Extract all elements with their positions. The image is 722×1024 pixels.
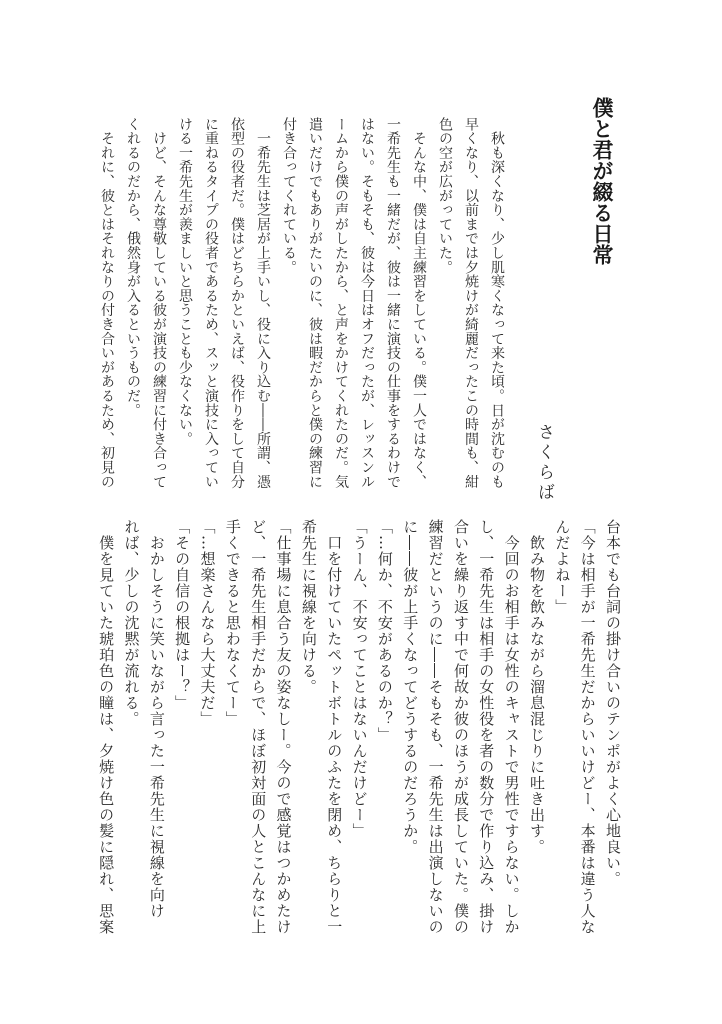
text-line: 僕を見ていた琥珀色の瞳は、夕焼け色の髪に隠れ、思案 [97, 519, 116, 935]
text-line: 色の空が広がっていた。 [437, 117, 453, 275]
text-line: に――彼が上手くなってどうするのだろうか。 [401, 519, 420, 855]
text-line: 「今は相手が一希先生だからいいけどー、本番は違う人な [578, 519, 597, 935]
text-line: 「仕事場に息合う友の姿なしー。今ので感覚はつかめたけ [274, 519, 293, 935]
text-line: 台本でも台詞の掛け合いのテンポがよく心地良い。 [604, 519, 622, 887]
text-line: 口を付けていたペットボトルのふたを閉め、ちらりと一 [325, 519, 344, 935]
text-line: し、一希先生は相手の女性役を者の数分で作り込み、掛け [477, 519, 496, 935]
text-line: 「…何か、不安があるのか？」 [375, 519, 394, 743]
text-line: 依型の役者だ。僕はどちらかといえば、役作りをして自分 [229, 117, 245, 489]
text-line: 手くできると思わなくてー」 [223, 519, 242, 727]
text-line: 「その自信の根拠はー？」 [173, 519, 192, 711]
text-line: くれるのだから、俄然身が入るというものだ。 [125, 117, 141, 418]
text-line: おかしそうに笑いながら言った一希先生に視線を向け [147, 519, 166, 919]
text-line: 一希先生は芝居が上手いし、役に入り込む――所謂、憑 [255, 117, 271, 489]
text-line: けど、そんな尊敬している彼が演技の練習に付き合って [151, 117, 167, 489]
text-line: 一希先生も一緒だが、彼は一緒に演技の仕事をするわけで [385, 117, 401, 489]
story-title: 僕と君が綴る日常 [590, 97, 615, 265]
text-line: 秋も深くなり、少し肌寒くなって来た頃。日が沈むのも [489, 117, 505, 489]
text-line: 付き合ってくれている。 [281, 117, 297, 275]
text-line: 希先生に視線を向ける。 [299, 519, 318, 695]
upper-text-block [94, 117, 510, 497]
text-line: れば、少しの沈黙が流れる。 [122, 519, 141, 727]
text-line: 「うーん、不安ってことはないんだけどー」 [350, 519, 369, 839]
text-line: 練習だというのに――そもそも、一希先生は出演しないの [426, 519, 445, 935]
text-line: それに、彼とはそれなりの付き合いがあるため、初見の [99, 117, 115, 489]
text-line: 「…想楽さんなら大丈夫だ」 [198, 519, 217, 727]
text-line: ける一希先生が羨ましいと思うことも少なくない。 [177, 117, 193, 446]
text-line: そんな中、僕は自主練習をしている。僕一人ではなく、 [411, 117, 427, 489]
text-line: に重ねるタイプの役者であるため、スッと演技に入ってい [203, 117, 219, 489]
text-line: 今回のお相手は女性のキャストで男性ですらない。しか [502, 519, 521, 935]
author-name: さくらば [534, 423, 554, 503]
text-line: ど、一希先生相手だからで、ほぼ初対面の人とこんなに上 [249, 519, 268, 935]
text-line: 飲み物を飲みながら溜息混じりに吐き出す。 [527, 519, 546, 855]
text-line: 遣いだけでもありがたいのに、彼は暇だからと僕の練習に [307, 117, 323, 489]
text-line: んだよねー」 [553, 519, 572, 615]
text-line: 合いを繰り返す中で何故か彼のほうが成長していた。僕の [451, 519, 470, 935]
text-line: 早くなり、以前までは夕焼けが綺麗だったこの時間も、紺 [463, 117, 479, 489]
text-line: ームから僕の声がしたから、と声をかけてくれたのだ。気 [333, 117, 349, 489]
lower-text-block [93, 519, 625, 944]
text-line: はない。そもそも、彼は今日はオフだったが、レッスンル [359, 117, 375, 489]
